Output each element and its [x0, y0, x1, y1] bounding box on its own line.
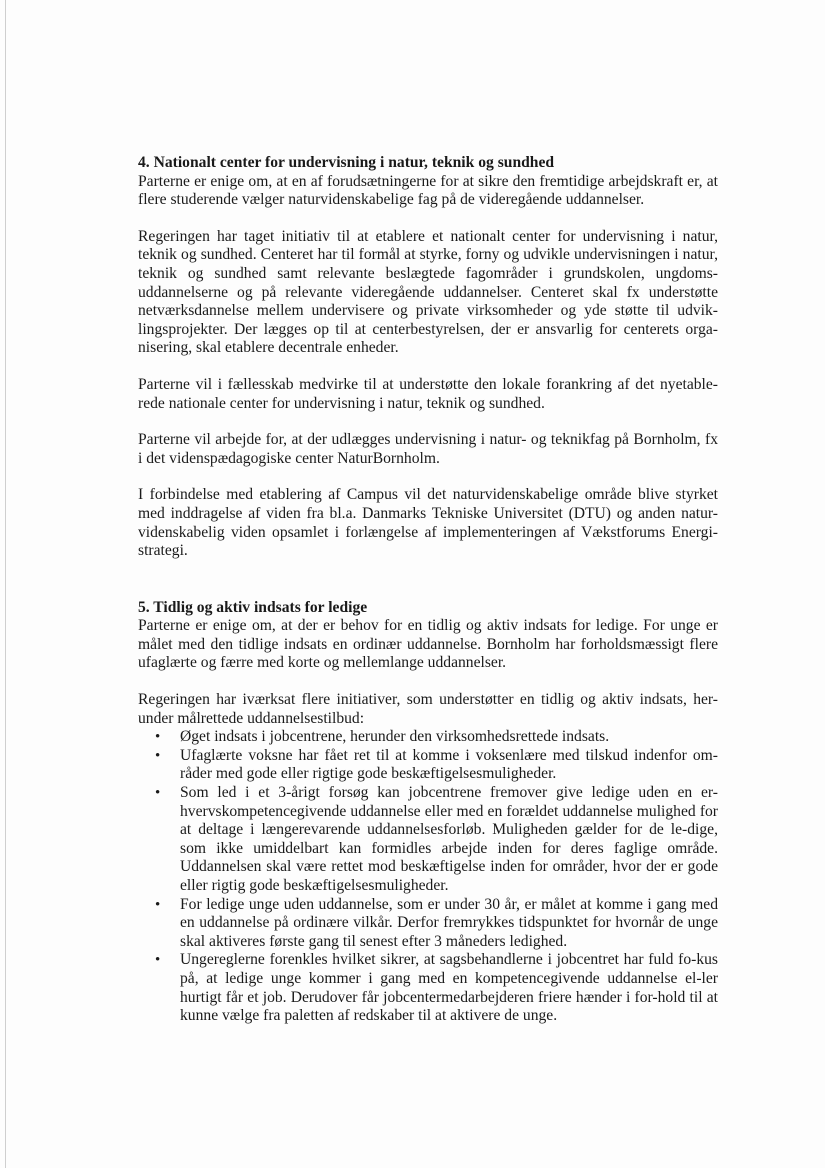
list-item: [155, 951, 718, 1025]
list-item-text: For ledige unge uden uddannelse, som er under 30 år, er målet at komme i gang med en uddannelse på ordinære vilkår. Derfor fremrykkes tidspunktet for hvornår de unge skal aktiveres første gang til senest efter 3 måneders ledighed.: [180, 895, 718, 950]
section-5-paragraph-1: Parterne er enige om, at der er behov for en tidlig og aktiv indsats for ledige. For unge er målet med den tidlige indsats en ordinær uddannelse. Bornholm har forholdsmæssigt flere ufaglærte og færre med korte og mellemlange uddannelser.: [138, 617, 718, 672]
section-4-paragraph-3: Parterne vil i fællesskab medvirke til at understøtte den lokale forankring af det nyetable-rede nationale center for undervisning i natur, teknik og sundhed.: [138, 375, 718, 412]
section-4-paragraph-4: Parterne vil arbejde for, at der udlægges undervisning i natur- og teknikfag på Bornholm, fx i det videnspædagogiske center NaturBornholm.: [138, 431, 718, 467]
section-4: [138, 154, 718, 561]
list-item-text: Ungereglerne forenkles hvilket sikrer, at sagsbehandlerne i jobcentret har fuld fo-kus på, at ledige unge kommer i gang med en kompetencegivende uddannelse el-ler hurtigt får et job. Derudover får jobcentermedarbejderen friere hænder i for-hold til at kunne vælge fra paletten af redskaber til at aktivere de unge.: [180, 951, 718, 1025]
bullet-icon: •: [155, 952, 161, 969]
bullet-icon: •: [155, 896, 161, 913]
section-4-paragraph-5: I forbindelse med etablering af Campus vil det naturvidenskabelige område blive styrket med inddragelse af viden fra bl.a. Danmarks Tekniske Universitet (DTU) og anden natur-videnskabelig viden opsamlet i forlængelse af implementeringen af Vækstforums Energi-strategi.: [138, 486, 718, 560]
list-item-text: Ufaglærte voksne har fået ret til at komme i voksenlære med tilskud indenfor om-råder med gode eller rigtige gode beskæftigelsesmuligheder.: [180, 746, 718, 783]
list-item: [155, 895, 718, 952]
document-body: [138, 154, 718, 1026]
section-4-paragraph-1: Parterne er enige om, at en af forudsætningerne for at sikre den fremtidige arbejdskraft er, at flere studerende vælger naturvidenskabelige fag på de videregående uddannelser.: [138, 172, 718, 209]
section-5-heading: 5. Tidlig og aktiv indsats for ledige: [138, 598, 368, 616]
list-item: [155, 746, 718, 784]
bullet-icon: •: [155, 747, 161, 764]
section-4-heading: 4. Nationalt center for undervisning i natur, teknik og sundhed: [138, 154, 555, 171]
section-4-paragraph-2: Regeringen har taget initiativ til at etablere et nationalt center for undervisning i natur, teknik og sundhed. Centeret har til formål at styrke, forny og udvikle undervisningen i natur, teknik og sundhed samt relevante beslægtede fagområder i grundskolen, ungdoms-uddannelserne og på relevante videregående uddannelser. Centeret skal fx understøtte netværksdannelse mellem undervisere og private virksomheder og yde støtte til udvik-lingsprojekter. Der lægges op til at centerbestyrelsen, der er ansvarlig for centerets orga-nisering, skal etablere decentrale enheder.: [138, 227, 718, 357]
scan-edge-line: [5, 0, 6, 1168]
list-item-text: Øget indsats i jobcentrene, herunder den virksomhedsrettede indsats.: [180, 728, 610, 746]
section-5-paragraph-2: Regeringen har iværksat flere initiativer, som understøtter en tidlig og aktiv indsats, her-under målrettede uddannelsestilbud:: [138, 691, 718, 727]
list-item-text: Som led i et 3-årigt forsøg kan jobcentrene fremover give ledige uden en er-hvervskompetencegivende uddannelse eller med en forældet uddannelse mulighed for at deltage i længerevarende uddannelsesforløb. Muligheden gælder for de le-dige, som ikke umiddelbart kan formidles arbejde inden for deres faglige område. Uddannelsen skal være rettet mod beskæftigelse inden for områder, hvor der er gode eller rigtig gode beskæftigelsesmuligheder.: [180, 784, 718, 894]
list-item: [155, 728, 718, 747]
initiatives-list: [138, 728, 718, 1026]
bullet-icon: •: [155, 785, 161, 802]
bullet-icon: •: [155, 729, 161, 746]
list-item: [155, 784, 718, 896]
section-5: [138, 599, 718, 1026]
